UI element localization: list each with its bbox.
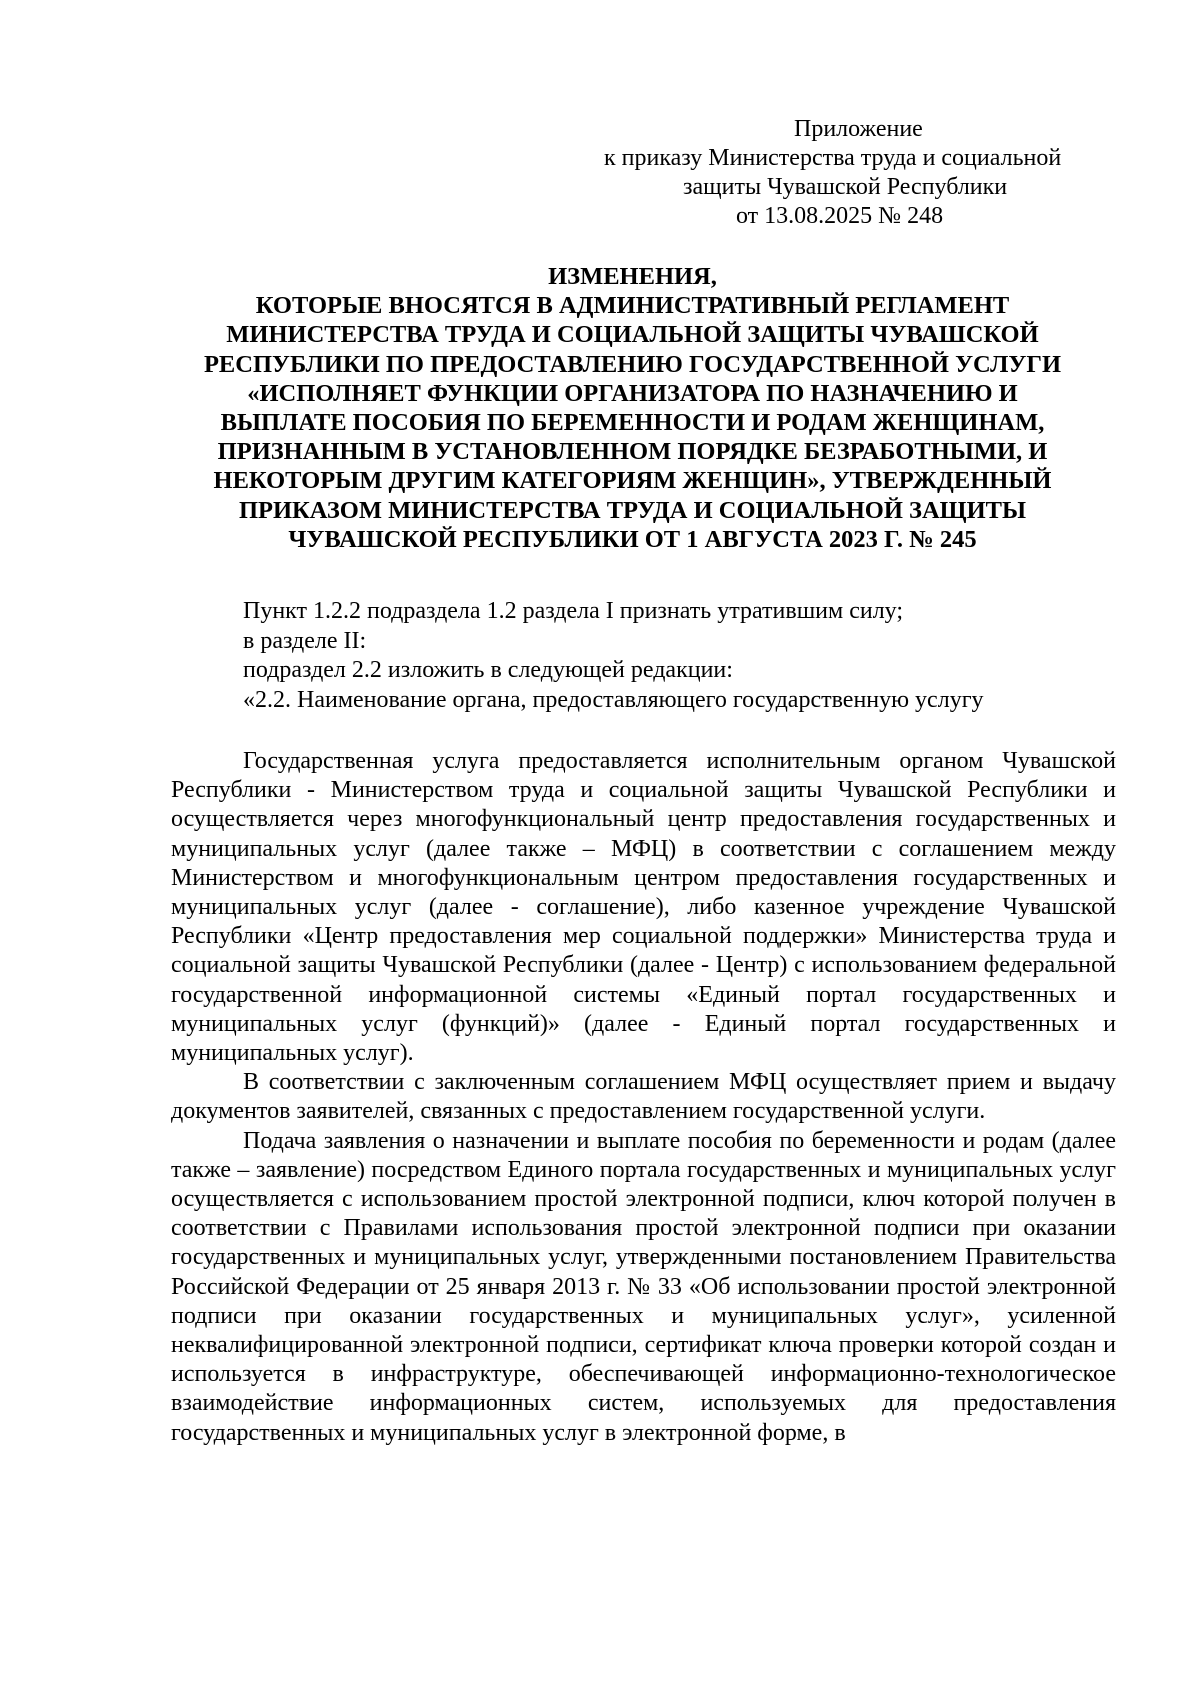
title-line: МИНИСТЕРСТВА ТРУДА И СОЦИАЛЬНОЙ ЗАЩИТЫ ЧУВАШСКОЙ [226,321,1039,349]
intro-line: Пункт 1.2.2 подраздела 1.2 раздела I признать утратившим силу; [243,598,904,624]
intro-line: «2.2. Наименование органа, предоставляющего государственную услугу [243,686,984,713]
title-line: НЕКОТОРЫМ ДРУГИМ КАТЕГОРИЯМ ЖЕНЩИН», УТВЕРЖДЕННЫЙ [213,467,1052,495]
title-line: ПРИКАЗОМ МИНИСТЕРСТВА ТРУДА И СОЦИАЛЬНОЙ ЗАЩИТЫ [238,496,1027,524]
body-paragraph: Государственная услуга предоставляется исполнительным органом Чувашской Республики - Министерством труда и социальной защиты Чувашской Республики и осуществляется через многофункциональный центр предоставления государственных и муниципальных услуг (далее также – МФЦ) в соответствии с соглашением между Министерством и многофункциональным центром предоставления государственных и муниципальных услуг (далее - соглашение), либо казенное учреждение Чувашской Республики «Центр предоставления мер социальной поддержки» Министерства труда и социальной защиты Чувашской Республики (далее - Центр) с использованием федеральной государственной информационной системы «Единый портал государственных и муниципальных услуг (функций)» (далее - Единый портал государственных и муниципальных услуг). [171,748,1116,1067]
title-line: ВЫПЛАТЕ ПОСОБИЯ ПО БЕРЕМЕННОСТИ И РОДАМ ЖЕНЩИНАМ, [220,409,1045,437]
title-line: ПРИЗНАННЫМ В УСТАНОВЛЕННОМ ПОРЯДКЕ БЕЗРАБОТНЫМИ, И [217,438,1048,466]
appendix-header [560,115,1120,231]
body-paragraph: Подача заявления о назначении и выплате пособия по беременности и родам (далее также – заявление) посредством Единого портала государственных и муниципальных услуг осуществляется с использованием простой электронной подписи, ключ которой получен в соответствии с Правилами использования простой электронной подписи при оказании государственных и муниципальных услуг, утвержденными постановлением Правительства Российской Федерации от 25 января 2013 г. № 33 «Об использовании простой электронной подписи при оказании государственных и муниципальных услуг», усиленной неквалифицированной электронной подписи, сертификат ключа проверки которой создан и используется в инфраструктуре, обеспечивающей информационно-технологическое взаимодействие информационных систем, используемых для предоставления государственных и муниципальных услуг в электронной форме, в [171,1127,1116,1446]
appendix-order-date: от 13.08.2025 № 248 [736,203,944,229]
title-line: КОТОРЫЕ ВНОСЯТСЯ В АДМИНИСТРАТИВНЫЙ РЕГЛАМЕНТ [255,292,1010,320]
document-body [171,747,1116,1448]
amendment-intro [243,597,1113,715]
body-paragraph: В соответствии с заключенным соглашением МФЦ осуществляет прием и выдачу документов заявителей, связанных с предоставлением государственной услуги. [171,1069,1116,1125]
title-line: ИЗМЕНЕНИЯ, [548,263,717,290]
intro-line: в разделе II: [243,627,367,654]
title-line: «ИСПОЛНЯЕТ ФУНКЦИИ ОРГАНИЗАТОРА ПО НАЗНАЧЕНИЮ И [247,379,1018,407]
title-line: РЕСПУБЛИКИ ПО ПРЕДОСТАВЛЕНИЮ ГОСУДАРСТВЕННОЙ УСЛУГИ [203,350,1062,378]
appendix-ministry: защиты Чувашской Республики [683,174,1008,200]
document-title [160,262,1105,554]
title-line: ЧУВАШСКОЙ РЕСПУБЛИКИ ОТ 1 АВГУСТА 2023 Г. № 245 [288,525,977,553]
appendix-order-ref: к приказу Министерства труда и социальной [604,145,1062,171]
intro-line: подраздел 2.2 изложить в следующей редакции: [243,657,733,683]
appendix-label: Приложение [794,116,923,142]
